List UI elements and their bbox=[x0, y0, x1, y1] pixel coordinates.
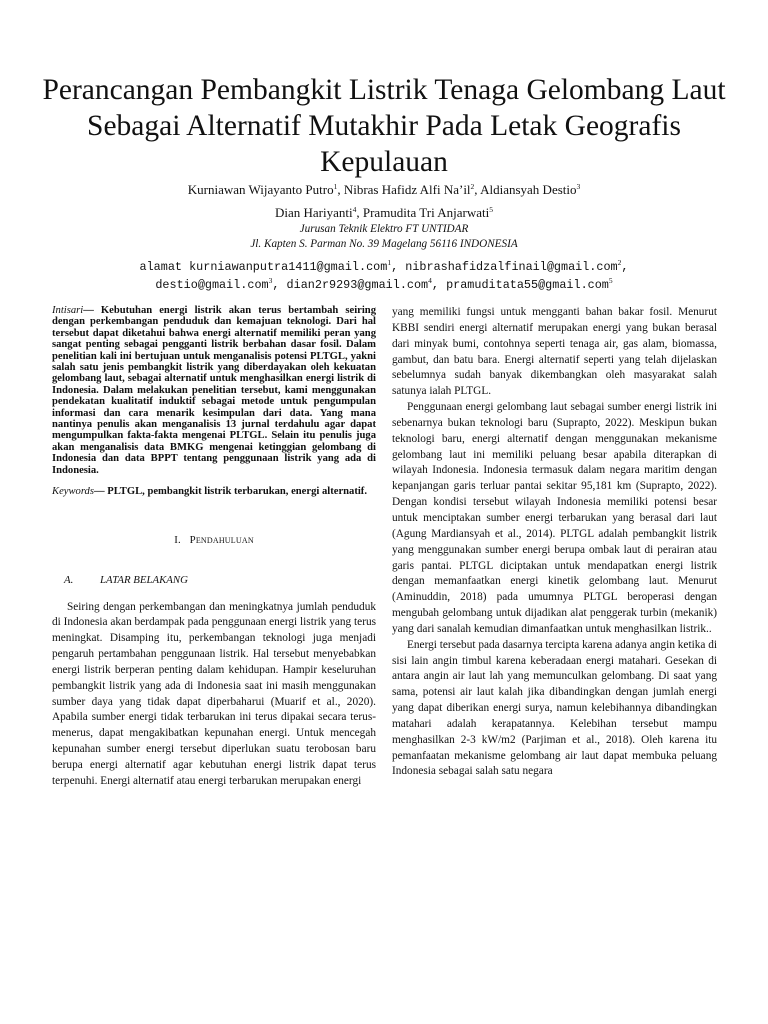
author-affil-mark: 5 bbox=[489, 205, 493, 214]
email-address: destio@gmail.com bbox=[155, 278, 269, 292]
email-address: nibrashafidzalfinail@gmail.com bbox=[405, 260, 618, 274]
affiliation bbox=[40, 222, 728, 251]
subsection-heading bbox=[64, 574, 376, 586]
right-column bbox=[392, 305, 717, 780]
author-name: Dian Hariyanti bbox=[274, 205, 353, 220]
author-affil-mark: 3 bbox=[576, 182, 581, 191]
paper-title: Perancangan Pembangkit Listrik Tenaga Gelombang Laut Sebagai Alternatif Mutakhir Pada Letak Geografis Kepulauan bbox=[42, 74, 726, 178]
email-address: dian2r9293@gmail.com bbox=[286, 278, 429, 292]
author-affil-mark: 2 bbox=[470, 182, 475, 191]
abstract-label: Intisari bbox=[52, 305, 84, 316]
affiliation-address: Jl. Kapten S. Parman No. 39 Magelang 56116 INDONESIA bbox=[250, 237, 518, 250]
affiliation-department: Jurusan Teknik Elektro FT UNTIDAR bbox=[299, 223, 469, 235]
email-line-2: destio@gmail.com$^3$, dian2r9293@gmail.com$^4$, pramuditata55@gmail.com$^5$ bbox=[155, 276, 613, 292]
section-heading bbox=[52, 534, 376, 546]
author-list bbox=[40, 178, 728, 224]
email-prefix: alamat bbox=[139, 260, 182, 274]
body-paragraph: Seiring dengan perkembangan dan meningkatnya jumlah penduduk di Indonesia akan berdampak pada penggunaan energi listrik yang terus meningkat. Disamping itu, perkembangan teknologi juga menjadi pengaruh pertambahan penggunaan listrik. Hal tersebut menyebabkan energi listrik berperan penting dalam kehidupan. Hampir keseluruhan pembangkit listrik yang ada di Indonesia saat ini masih menggunakan sumber daya yang tidak dapat diperbaharui (Muarif et al., 2020). Apabila sumber energi tidak terbarukan ini terus dipakai secara terus-menerus, dapat mengakibatkan kepunahan energi. Untuk mencegah kepunahan sumber energi tersebut diperlukan suatu terobosan baru berupa energi alternatif agar kebutuhan energi listrik dapat terus terpenuhi. Energi alternatif atau energi terbarukan merupakan energi bbox=[52, 600, 376, 787]
section-title-initial: P bbox=[189, 533, 196, 546]
author-name: Pramudita Tri Anjarwati bbox=[362, 205, 490, 220]
author-line-1: Kurniawan Wijayanto Putro$^1$, Nibras Hafidz Alfi $Na’il^2$, Aldiansyah Destio$^3$ bbox=[187, 182, 581, 197]
section-title-rest: endahuluan bbox=[195, 533, 254, 546]
author-affil-mark: 1 bbox=[333, 182, 338, 191]
author-name: Nibras Hafidz Alfi Na’il bbox=[343, 182, 471, 197]
body-paragraph: Penggunaan energi gelombang laut sebagai sumber energi listrik ini sebenarnya bukan teknologi baru (Suprapto, 2022). Meskipun bukan teknologi baru, energi alternatif dengan menggunakan mekanisme gelombang laut ini memiliki peluang besar apabila diterapkan di wilayah Indonesia. Indonesia termasuk dalam negara maritim dengan kepanjangan garis terluar pantai sekitar 95,181 km (Suprapto, 2022). Dengan kondisi tersebut wilayah Indonesia memiliki potensi besar untuk menciptakan sumber energi terbarukan yang berasal dari laut (Agung Mardiansyah et al., 2014). PLTGL adalah pembangkit listrik yang menggunakan sumber energi berupa ombak laut di perairan atau garis pantai. PLTGL diciptakan untuk mendapatkan energi listrik dengan memanfaatkan energi kinetik gelombang laut. Menurut (Aminuddin, 2018) pada umumnya PLTGL beroperasi dengan mengubah gelombang untuk dijadikan alat penggerak turbin (mekanik) yang dari sanalah kemudian dimanfaatkan untuk menghasilkan listrik.. bbox=[392, 401, 717, 635]
email-address: pramuditata55@gmail.com bbox=[446, 278, 609, 292]
left-column bbox=[52, 305, 376, 790]
author-affil-mark: 4 bbox=[352, 205, 357, 214]
email-list bbox=[40, 258, 728, 294]
keywords: Keywords— PLTGL, pembangkit listrik terbarukan, energi alternatif. bbox=[52, 486, 367, 498]
keywords-label: Keywords bbox=[52, 486, 94, 498]
abstract: Intisari— Kebutuhan energi listrik akan terus bertambah seiring dengan perkembangan penduduk dan kemajuan teknologi. Dari hal tersebut dapat diketahui bahwa energi alternatif memiliki peran yang sangat penting sebagai pengganti listrik berbahan dasar fosil. Dalam penelitian kali ini bertujuan untuk menganalisis potensi PLTGL, yakni salah satu jenis pembangkit listrik yang diberdayakan oleh kekuatan gelombang laut, sebagai alternatif untuk menghasilkan energi listrik di Indonesia. Dalam melakukan penelitian tersebut, kami menggunakan pendekatan kualitatif induktif sebagai metode untuk pengumpulan informasi dan cara menarik kesimpulan dari data. Yang mana nantinya penulis akan menganalisis 13 jurnal terdahulu agar dapat mengumpulkan fakta-fakta mengenai PLTGL. Selain itu penulis juga akan menganalisis data BMKG mengenai ketinggian gelombang di Indonesia dan data BPPT tentang penggunaan listrik yang ada di Indonesia. bbox=[52, 305, 376, 476]
author-line-2: Dian Hariyanti$^4$, Pramudita Tri Anjarwati$^5$ bbox=[274, 205, 493, 220]
author-name: Kurniawan Wijayanto Putro bbox=[187, 182, 334, 197]
body-paragraph: Energi tersebut pada dasarnya tercipta karena adanya angin ketika di sisi lain angin timbul karena keberadaan energi matahari. Gesekan di antara angin air laut lah yang memunculkan gelombang. Di saat yang sama, potensi air laut kalah jika dibandingkan dengan jumlah energi yang dapat diberikan energi surya, namun kelebihannya dibandingkan matahari adalah kerapatannya. Kelebihan tersebut mampu menghasilkan 2-3 kW/m2 (Parjiman et al., 2018). Oleh karena itu pemanfaatan mekanisme gelombang air laut dapat membuka peluang Indonesia sebagai salah satu negara bbox=[392, 638, 718, 778]
abstract-text: Kebutuhan energi listrik akan terus bertambah seiring dengan perkembangan penduduk dan kemajuan teknologi. Dari hal tersebut dapat diketahui bahwa energi alternatif memiliki peran yang sangat penting sebagai pengganti listrik berbahan dasar fosil. Dalam penelitian kali ini bertujuan untuk menganalisis potensi PLTGL, yakni salah satu jenis pembangkit listrik yang diberdayakan oleh kekuatan gelombang laut, sebagai alternatif untuk menghasilkan energi listrik di Indonesia. Dalam melakukan penelitian tersebut, kami menggunakan pendekatan kualitatif induktif sebagai metode untuk pengumpulan informasi dan cara menarik kesimpulan dari data. Yang mana nantinya penulis akan menganalisis 13 jurnal terdahulu agar dapat mengumpulkan fakta-fakta mengenai PLTGL. Selain itu penulis juga akan menganalisis data BMKG mengenai ketinggian gelombang di Indonesia dan data BPPT tentang penggunaan listrik yang ada di Indonesia. bbox=[52, 305, 376, 476]
keywords-text: PLTGL, pembangkit listrik terbarukan, energi alternatif. bbox=[107, 486, 367, 498]
subsection-letter: A. bbox=[64, 573, 74, 586]
author-name: Aldiansyah Destio bbox=[480, 182, 577, 197]
email-address: kurniawanputra1411@gmail.com bbox=[189, 260, 388, 274]
email-line-1: alamat kurniawanputra1411@gmail.com$^1$, nibrashafidzalfinail@gmail.com$^2$, bbox=[139, 258, 629, 274]
subsection-title: LATAR BELAKANG bbox=[100, 573, 188, 586]
body-paragraph: yang memiliki fungsi untuk mengganti bahan bakar fosil. Menurut KBBI sendiri energi alternatif merupakan energi yang bukan berasal dari minyak bumi, contohnya seperti tenaga air, gas alam, biomassa, gambut, dan batu bara. Energi alternatif seperti yang telah dijelaskan sebelumnya sudah banyak dikembangkan oleh masyarakat salah satunya ialah PLTGL. bbox=[392, 306, 717, 398]
section-numeral: I. bbox=[174, 533, 181, 546]
